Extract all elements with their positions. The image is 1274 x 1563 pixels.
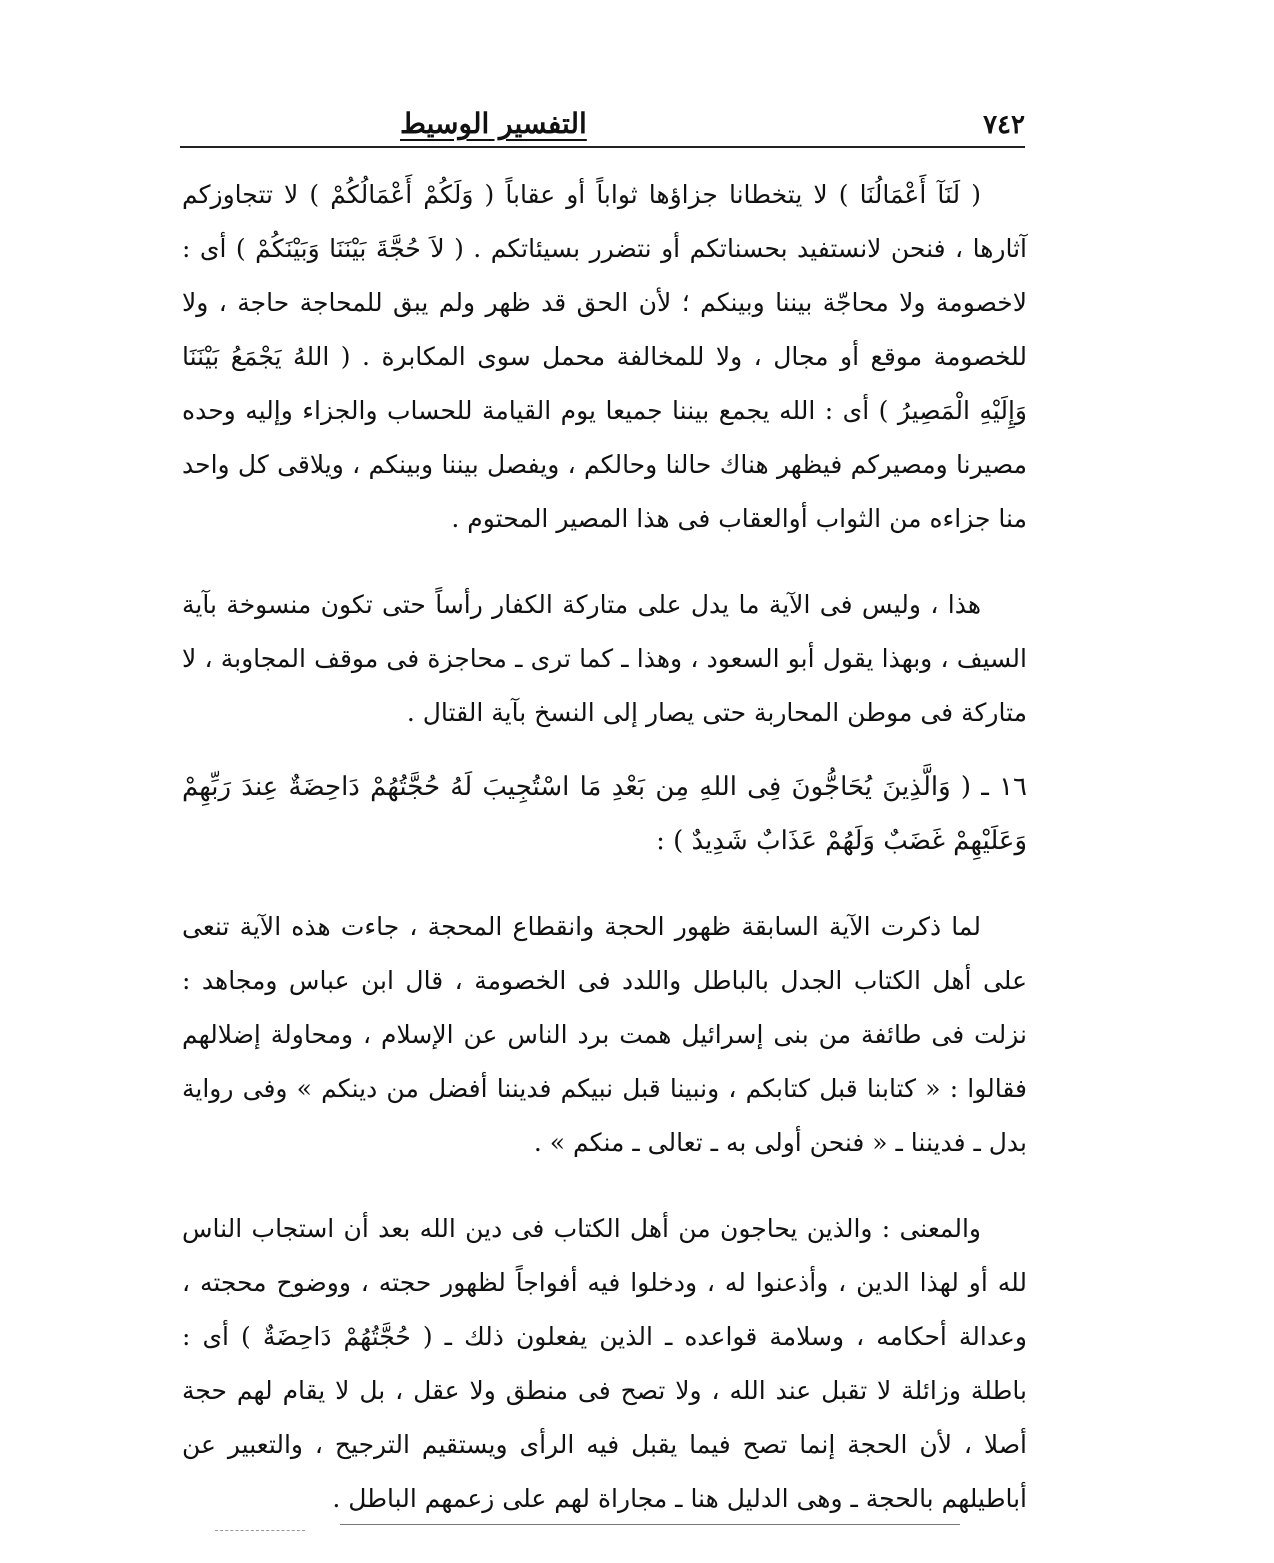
- paragraph-gap: [182, 546, 1027, 578]
- footer-rule: [340, 1524, 960, 1525]
- running-title: التفسير الوسيط: [400, 107, 587, 140]
- verse-16: ١٦ ـ ( وَالَّذِينَ يُحَاجُّونَ فِى اللهِ مِن بَعْدِ مَا اسْتُجِيبَ لَهُ حُجَّتُهُمْ دَاحِضَةٌ عِندَ رَبِّهِمْ وَعَلَيْهِمْ غَضَبٌ وَلَهُمْ عَذَابٌ شَدِيدٌ ) :: [182, 772, 1027, 856]
- footer-dash: [215, 1530, 305, 1531]
- page-number: ٧٤٢: [983, 110, 1025, 140]
- paragraph-4: والمعنى : والذين يحاجون من أهل الكتاب فى دين الله بعد أن استجاب الناس لله أو لهذا الدين ، وأذعنوا له ، ودخلوا فيه أفواجاً لظهور حجته ، ووضوح محجته ، وعدالة أحكامه ، وسلامة قواعده ـ الذين يفعلون ذلك ـ ( حُجَّتُهُمْ دَاحِضَةٌ ) أى : باطلة وزائلة لا تقبل عند الله ، ولا تصح فى منطق ولا عقل ، بل لا يقام لهم حجة أصلا ، لأن الحجة إنما تصح فيما يقبل فيه الرأى ويستقيم الترجيح ، والتعبير عن أباطيلهم بالحجة ـ وهى الدليل هنا ـ مجاراة لهم على زعمهم الباطل .: [182, 1214, 1027, 1513]
- paragraph-gap: [182, 868, 1027, 900]
- paragraph-gap: [182, 740, 1027, 760]
- paragraph-gap: [182, 1170, 1027, 1202]
- page-body: [182, 168, 1027, 1526]
- paragraph-2: هذا ، وليس فى الآية ما يدل على متاركة الكفار رأساً حتى تكون منسوخة بآية السيف ، وبهذا يقول أبو السعود ، وهذا ـ كما ترى ـ محاجزة فى موقف المجاوبة ، لا متاركة فى موطن المحاربة حتى يصار إلى النسخ بآية القتال .: [182, 590, 1027, 727]
- header-rule: [180, 146, 1025, 148]
- page-header: [180, 100, 1025, 140]
- paragraph-1: ( لَنَآ أَعْمَالُنَا ) لا يتخطانا جزاؤها ثواباً أو عقاباً ( وَلَكُمْ أَعْمَالُكُمْ ) لا تتجاوزكم آثارها ، فنحن لانستفيد بحسناتكم أو نتضرر بسيئاتكم . ( لاَ حُجَّةَ بَيْنَنَا وَبَيْنَكُمْ ) أى : لاخصومة ولا محاجّة بيننا وبينكم ؛ لأن الحق قد ظهر ولم يبق للمحاجة حاجة ، ولا للخصومة موقع أو مجال ، ولا للمخالفة محمل سوى المكابرة . ( اللهُ يَجْمَعُ بَيْنَنَا وَإِلَيْهِ الْمَصِيرُ ) أى : الله يجمع بيننا جميعا يوم القيامة للحساب والجزاء وإليه وحده مصيرنا ومصيركم فيظهر هناك حالنا وحالكم ، ويفصل بيننا وبينكم ، ويلاقى كل واحد منا جزاءه من الثواب أوالعقاب فى هذا المصير المحتوم .: [182, 180, 1027, 533]
- paragraph-3: لما ذكرت الآية السابقة ظهور الحجة وانقطاع المحجة ، جاءت هذه الآية تنعى على أهل الكتاب الجدل بالباطل واللدد فى الخصومة ، قال ابن عباس ومجاهد : نزلت فى طائفة من بنى إسرائيل همت برد الناس عن الإسلام ، ومحاولة إضلالهم فقالوا : « كتابنا قبل كتابكم ، ونبينا قبل نبيكم فديننا أفضل من دينكم » وفى رواية بدل ـ فديننا ـ « فنحن أولى به ـ تعالى ـ منكم » .: [182, 912, 1027, 1157]
